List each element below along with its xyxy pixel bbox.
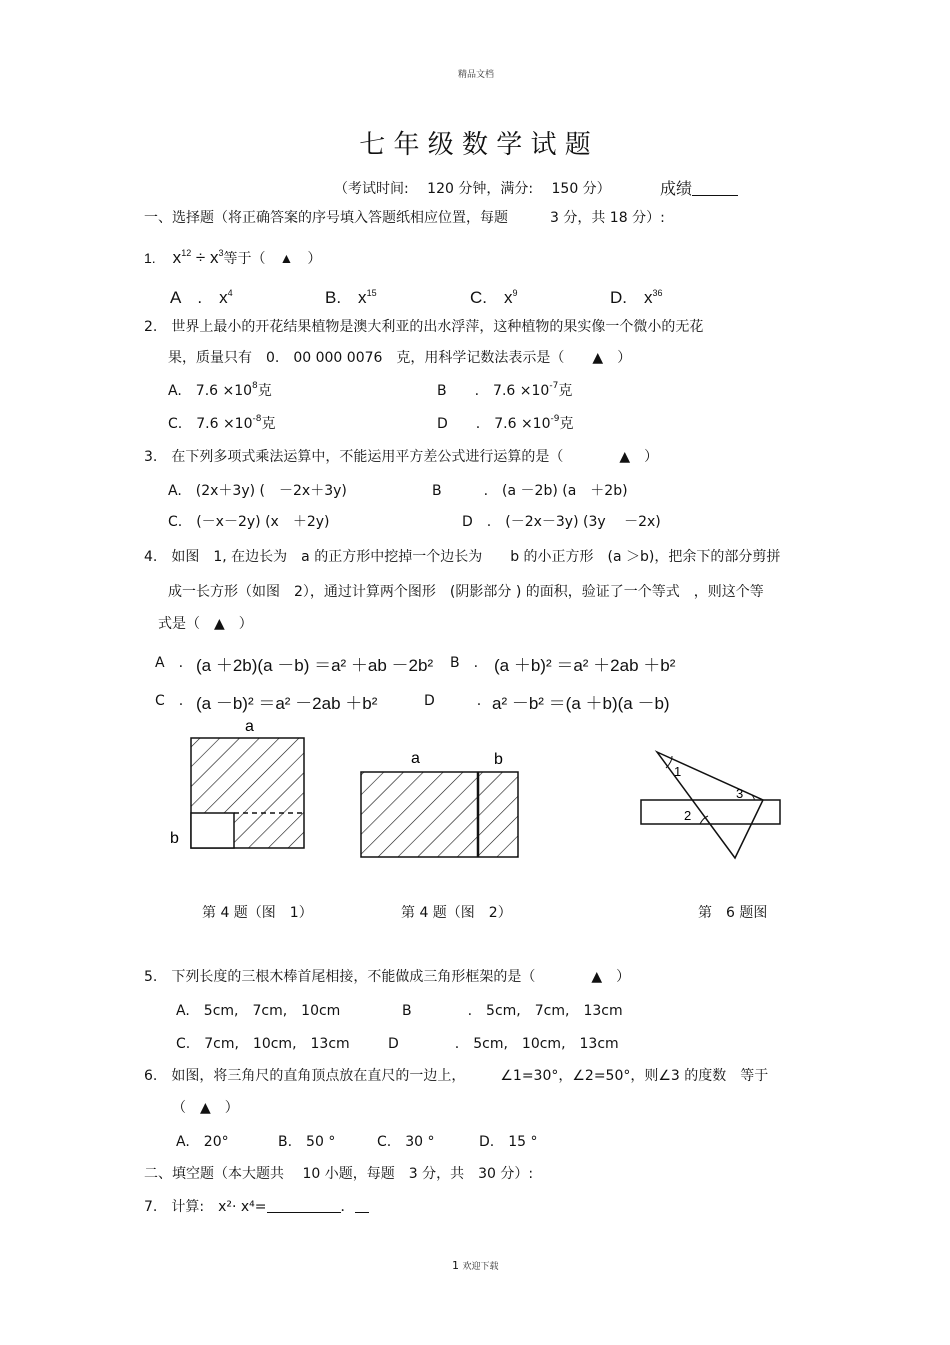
q4-option-b-label: B . <box>450 655 479 671</box>
fig1-label-b: b <box>170 830 179 847</box>
fig2-rectangle <box>361 772 518 857</box>
q6-option-d: D. 15 ° <box>479 1134 538 1150</box>
page-title: 七 年 级 数 学 试 题 <box>359 130 591 160</box>
header-note: 精品文档 <box>458 70 495 80</box>
fig2-label-a: a <box>411 750 420 767</box>
q5-option-a: A. 5cm, 7cm, 10cm <box>176 1003 341 1019</box>
q7-answer-blank <box>267 1212 341 1213</box>
q3-option-b: B . (a －2b) (a ＋2b) <box>432 483 628 499</box>
q6-line-2: （ ▲ ） <box>172 1100 239 1116</box>
q1-stem-tail: 等于（ ▲ ） <box>223 250 322 266</box>
q4-option-a-expr: (a ＋2b)(a －b) ＝a² ＋ab －2b² <box>196 656 434 675</box>
q4-option-a-label: A . <box>155 655 184 671</box>
q6-option-b: B. 50 ° <box>278 1134 336 1150</box>
fig1-label-a: a <box>245 718 254 735</box>
q3-option-c: C. (－x－2y) (x ＋2y) <box>168 514 330 530</box>
q1-option-d: D. $x^{36}$ <box>610 288 663 307</box>
q1-option-c: C. $x^9$ <box>470 288 518 307</box>
figure-3 <box>641 752 780 858</box>
q3-stem: 3. 在下列多项式乘法运算中，不能运用平方差公式进行运算的是（ ▲ ） <box>144 449 659 465</box>
q2-option-b: B . $7.6 \times 10^{-7}$克 <box>437 381 573 399</box>
q6-option-c: C. 30 ° <box>377 1134 435 1150</box>
fig3-caption: 第 6 题图 <box>698 905 768 921</box>
q6-line-1: 6. 如图，将三角尺的直角顶点放在直尺的一边上， ∠1=30°，∠2=50°，则∠3 的度数 等于 <box>144 1068 769 1084</box>
q1-stem: 1. $x^{12} \div x^3$等于（ ▲ ） <box>144 248 322 267</box>
q4-option-d-label: D . <box>424 693 482 709</box>
q2-line-1: 2. 世界上最小的开花结果植物是澳大利亚的出水浮萍，这种植物的果实像一个微小的无花 <box>144 319 704 335</box>
q4-option-b-expr: (a ＋b)² ＝a² ＋2ab ＋b² <box>494 656 676 675</box>
q5-stem: 5. 下列长度的三根木棒首尾相接，不能做成三角形框架的是（ ▲ ） <box>144 969 631 985</box>
fig3-ruler <box>641 800 780 824</box>
fig3-label-1: 1 <box>674 764 682 779</box>
footer <box>452 1259 499 1272</box>
q3-option-d: D . (－2x－3y) (3y －2x) <box>462 514 661 530</box>
q2-line-2: 果，质量只有 0. 00 000 0076 克，用科学记数法表示是（ ▲ ） <box>168 350 632 366</box>
fig3-label-3: 3 <box>736 786 744 801</box>
score-field <box>660 176 738 199</box>
footer-note: 欢迎下载 <box>462 1262 499 1272</box>
fig2-caption: 第 4 题（图 2） <box>401 905 512 921</box>
exam-info: （考试时间: 120 分钟，满分: 150 分） <box>334 181 611 197</box>
q5-option-b: B . 5cm, 7cm, 13cm <box>402 1003 623 1019</box>
section-2-heading: 二、填空题（本大题共 10 小题，每题 3 分，共 30 分）: <box>144 1166 534 1182</box>
q1-number: 1. <box>144 250 156 266</box>
q4-option-d-expr: a² －b² ＝(a ＋b)(a －b) <box>492 694 670 713</box>
q5-option-c: C. 7cm, 10cm, 13cm <box>176 1036 350 1052</box>
q6-option-a: A. 20° <box>176 1134 229 1150</box>
fig1-caption: 第 4 题（图 1） <box>202 905 313 921</box>
score-label: 成绩 <box>660 179 693 198</box>
figure-2 <box>361 750 518 857</box>
q2-option-a: A. $7.6 \times 10^8$克 <box>168 381 272 399</box>
q3-option-a: A. (2x＋3y) ( －2x＋3y) <box>168 483 347 499</box>
q2-option-d: D . $7.6 \times 10^{-9}$克 <box>437 414 574 432</box>
q5-option-d: D . 5cm, 10cm, 13cm <box>388 1036 619 1052</box>
q7-stem: 7. 计算: x²· x⁴= ． <box>144 1196 369 1216</box>
fig2-label-b: b <box>494 751 503 768</box>
q4-option-c-expr: (a －b)² ＝a² －2ab ＋b² <box>196 694 378 713</box>
q4-line-2: 成一长方形（如图 2），通过计算两个图形 (阴影部分 ) 的面积，验证了一个等式 ，则这个等 <box>168 584 764 600</box>
q4-line-1: 4. 如图 1, 在边长为 a 的正方形中挖掉一个边长为 b 的小正方形 (a ＞b)，把余下的部分剪拼 <box>144 549 781 565</box>
q4-line-3: 式是（ ▲ ） <box>158 616 253 632</box>
page-number: 1 <box>452 1259 459 1272</box>
score-blank <box>692 195 738 196</box>
q1-option-a: A . $x^4$ <box>170 288 233 307</box>
section-1-heading: 一、选择题（将正确答案的序号填入答题纸相应位置，每题 3 分，共 18 分）: <box>144 210 665 226</box>
fig3-label-2: 2 <box>684 808 692 823</box>
fig1-small-square <box>191 813 234 848</box>
q1-option-b: B. $x^{15}$ <box>325 288 377 307</box>
q2-option-c: C. $7.6 \times 10^{-8}$克 <box>168 414 276 432</box>
figure-1 <box>170 718 304 848</box>
q4-option-c-label: C . <box>155 693 184 709</box>
